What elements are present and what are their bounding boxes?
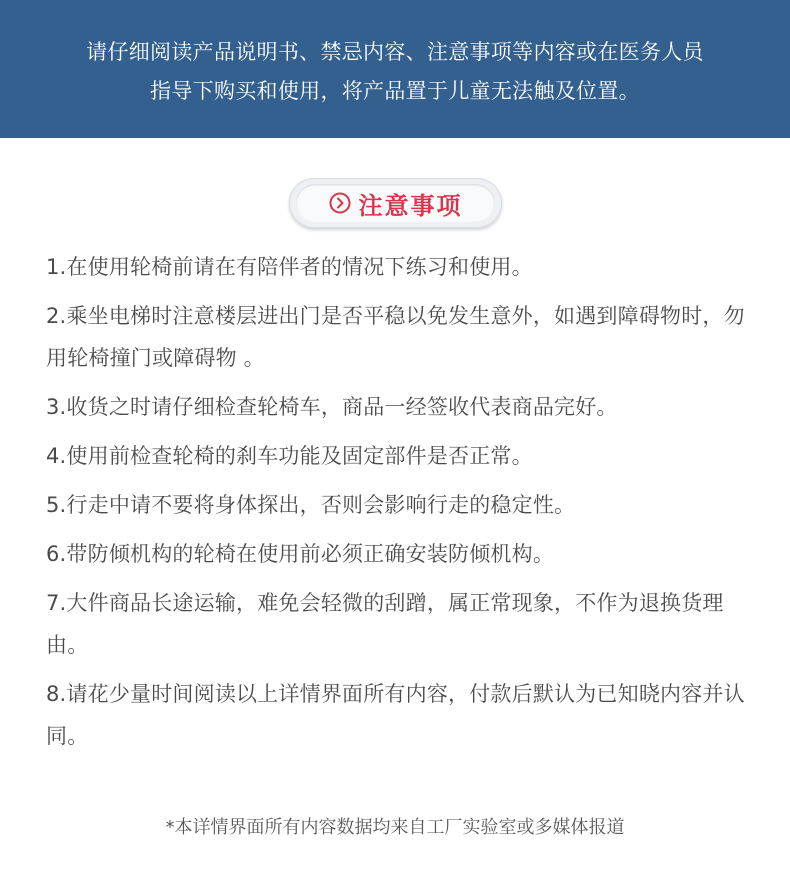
- section-title-badge: [289, 178, 502, 228]
- chevron-right-circle-icon: [329, 192, 351, 214]
- warning-banner: [0, 0, 790, 138]
- footer-disclaimer: *本详情界面所有内容数据均来自工厂实验室或多媒体报道: [165, 817, 625, 838]
- section-title-badge-inner: [296, 184, 495, 222]
- precaution-item-3: 3.收货之时请仔细检查轮椅车，商品一经签收代表商品完好。: [46, 395, 618, 419]
- section-title: 注意事项: [358, 191, 463, 220]
- precaution-item-4: 4.使用前检查轮椅的刹车功能及固定部件是否正常。: [46, 444, 533, 468]
- precaution-item-6: 6.带防倾机构的轮椅在使用前必须正确安装防倾机构。: [46, 542, 555, 566]
- precaution-item-1: 1.在使用轮椅前请在有陪伴者的情况下练习和使用。: [46, 255, 533, 279]
- warning-text-line-1: 请仔细阅读产品说明书、禁忌内容、注意事项等内容或在医务人员: [86, 40, 704, 64]
- warning-text-line-2: 指导下购买和使用，将产品置于儿童无法触及位置。: [150, 79, 640, 103]
- precaution-item-7: 7.大件商品长途运输，难免会轻微的刮蹭，属正常现象，不作为退换货理由。: [46, 591, 724, 657]
- precaution-item-5: 5.行走中请不要将身体探出，否则会影响行走的稳定性。: [46, 493, 576, 517]
- precaution-item-8: 8.请花少量时间阅读以上详情界面所有内容，付款后默认为已知晓内容并认同。: [46, 682, 745, 748]
- precautions-list: [46, 246, 756, 764]
- precaution-item-2: 2.乘坐电梯时注意楼层进出门是否平稳以免发生意外，如遇到障碍物时，勿用轮椅撞门或障碍物 。: [46, 304, 745, 370]
